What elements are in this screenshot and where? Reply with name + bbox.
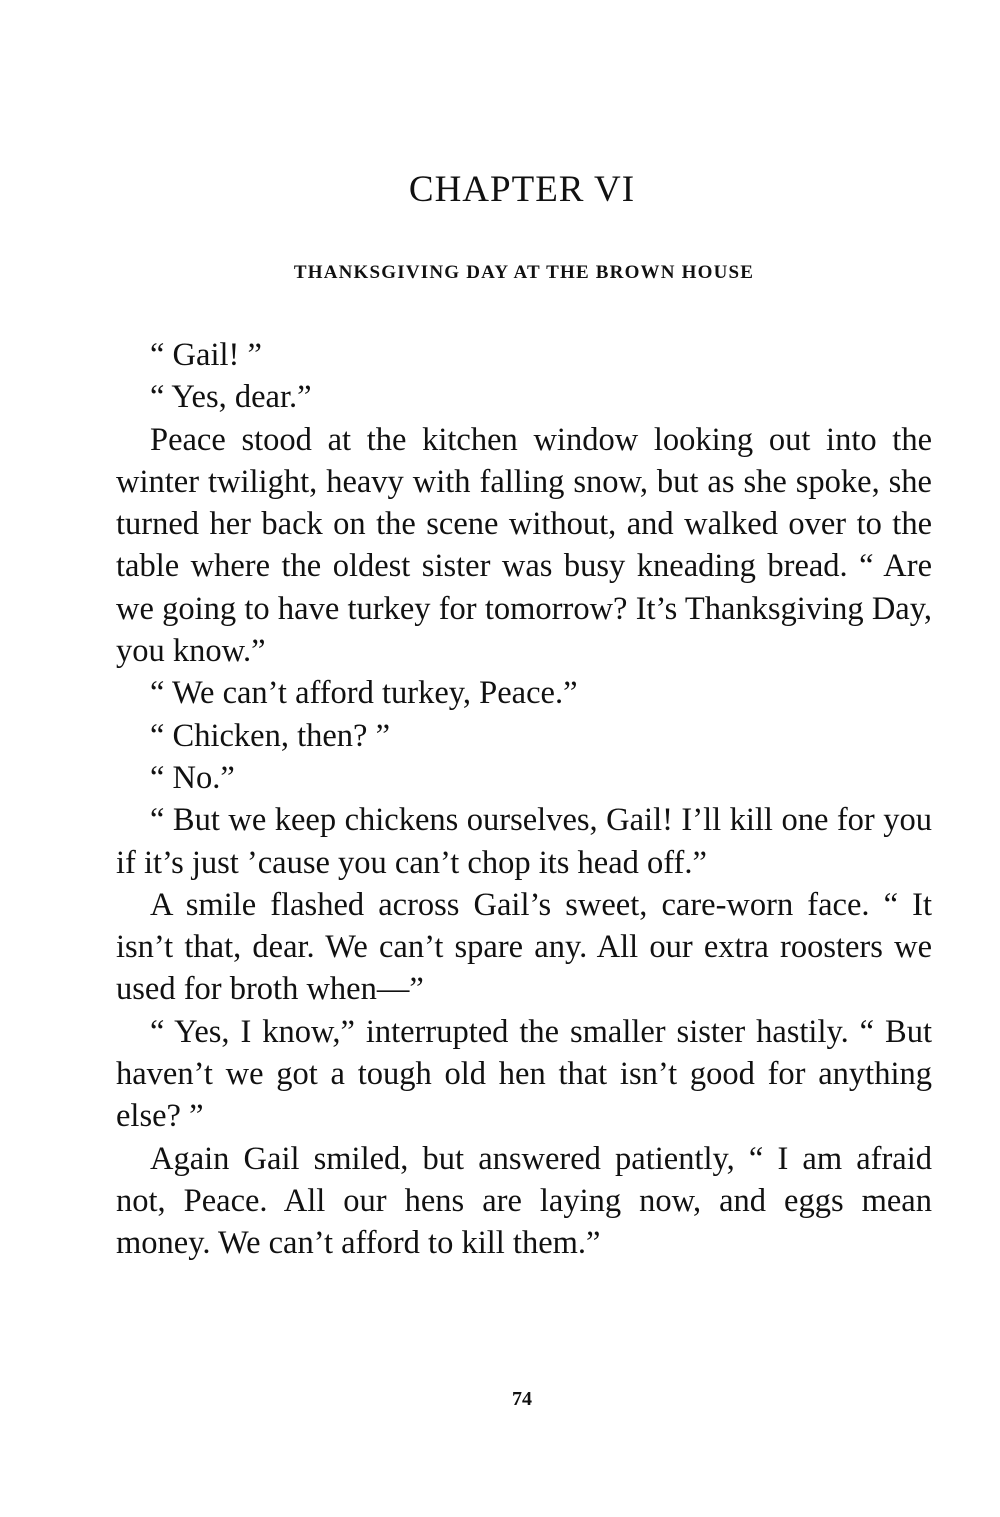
paragraph: Again Gail smiled, but answered patiently, “ I am afraid not, Peace. All our hens are laying now, and eggs mean money. We can’t afford to kill them.” xyxy=(116,1140,932,1262)
paragraph: A smile flashed across Gail’s sweet, care-worn face. “ It isn’t that, dear. We can’t spare any. All our extra roosters we used for broth when—” xyxy=(116,886,932,1008)
paragraph: Peace stood at the kitchen window looking out into the winter twilight, heavy with falling snow, but as she spoke, she turned her back on the scene without, and walked over to the table where the oldest sister was busy kneading bread. “ Are we going to have turkey for tomorrow? It’s Thanksgiving Day, you know.” xyxy=(116,421,932,670)
body-text xyxy=(116,334,932,1265)
paragraph: “ But we keep chickens ourselves, Gail! I’ll kill one for you if it’s just ’cause you can’t chop its head off.” xyxy=(116,802,932,881)
paragraph: “ Chicken, then? ” xyxy=(150,717,391,754)
paragraph: “ Gail! ” xyxy=(150,337,262,373)
paragraph: “ Yes, I know,” interrupted the smaller sister hastily. “ But haven’t we got a tough old hen that isn’t good for anything else? ” xyxy=(116,1013,932,1135)
paragraph: “ No.” xyxy=(150,759,235,796)
page-number: 74 xyxy=(512,1388,532,1410)
chapter-title: CHAPTER VI xyxy=(408,169,636,210)
paragraph: “ We can’t afford turkey, Peace.” xyxy=(150,675,578,712)
paragraph: “ Yes, dear.” xyxy=(150,379,312,416)
chapter-subtitle: THANKSGIVING DAY AT THE BROWN HOUSE xyxy=(293,262,755,283)
